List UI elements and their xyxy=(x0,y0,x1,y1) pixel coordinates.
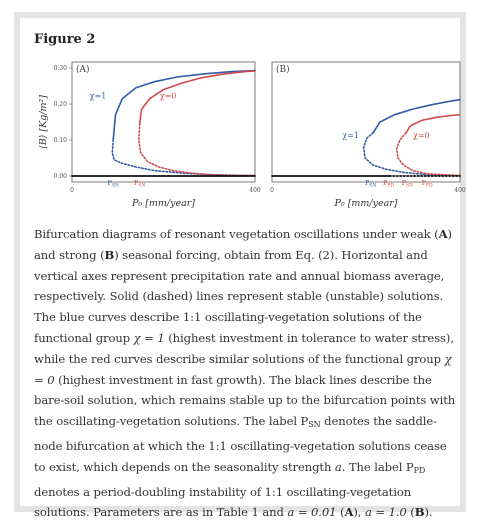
figure-card xyxy=(14,12,466,520)
y-tick-label: 0.30 xyxy=(53,65,67,72)
curve-label-red: χ=0 xyxy=(413,131,430,141)
caption-chi-1: χ = 1 xyxy=(133,330,165,345)
figure-plots xyxy=(20,18,466,218)
marker-label: $P_{SN}$ xyxy=(107,179,119,189)
x-tick-label: 400 xyxy=(249,187,261,194)
y-tick-label: 0.20 xyxy=(53,101,67,108)
caption-text-6: denotes the saddle-node bifurcation at which the 1:1 oscillating-vegetation solutions cease to exist, which depends on the seasonality strength xyxy=(34,414,447,474)
caption-text-4: (highest investment in tolerance to water stress), while the red curves describe similar solutions of the functional group xyxy=(34,330,454,366)
caption-text-2: ) and strong ( xyxy=(34,227,452,262)
y-tick-label: 0.00 xyxy=(53,173,67,180)
series-blue-stable xyxy=(113,71,255,141)
panel-a xyxy=(38,62,261,209)
caption-text-9: ( xyxy=(336,505,345,520)
plot-frame xyxy=(272,62,460,182)
panel-label: (A) xyxy=(76,65,90,75)
caption-text-5: (highest investment in fast growth). The black lines describe the bare-soil solution, which remains stable up to the bifurcation points with the oscillating-vegetation solutions. The label P xyxy=(34,372,456,429)
caption-ref-b-2: B xyxy=(414,505,425,520)
y-tick-label: 0.10 xyxy=(53,137,67,144)
caption-a-1: a xyxy=(334,459,342,474)
marker-label: $P_{PD}$ xyxy=(421,179,433,189)
caption-a-3: a = 1.0 xyxy=(364,505,407,520)
y-axis-label: ⟨B⟩ [Kg/m²] xyxy=(38,94,49,150)
caption-sub-pd: PD xyxy=(413,465,426,475)
x-tick-label: 400 xyxy=(454,187,466,194)
marker-label: $P_{SN}$ xyxy=(134,179,146,189)
x-tick-label: 0 xyxy=(70,187,74,194)
x-axis-label: P₀ [mm/year] xyxy=(334,198,398,209)
caption-a-2: a = 0.01 xyxy=(287,505,337,520)
caption-chi-0: χ = 0 xyxy=(34,351,452,387)
caption-text-11: ( xyxy=(406,505,415,520)
caption-ref-a-2: A xyxy=(344,505,354,520)
series-red-unstable xyxy=(139,124,255,176)
series-red-stable xyxy=(406,115,460,133)
series-red-stable xyxy=(140,71,255,124)
caption-text-10: ), xyxy=(353,505,365,520)
caption-sub-sn: SN xyxy=(308,420,321,430)
x-tick-label: 0 xyxy=(270,187,274,194)
marker-label: $P_{SN}$ xyxy=(364,179,377,189)
caption-text-1: Bifurcation diagrams of resonant vegetation oscillations under weak ( xyxy=(34,227,439,241)
caption-text-7: . The label P xyxy=(341,459,414,474)
figure-title: Figure 2 xyxy=(34,32,96,47)
marker-label: $P_{PD}$ xyxy=(383,179,395,189)
figure-caption xyxy=(34,224,456,523)
panel-label: (B) xyxy=(276,65,290,75)
marker-label: $P_{SN}$ xyxy=(401,179,414,189)
caption-text-12: ). xyxy=(424,505,433,520)
x-axis-label: P₀ [mm/year] xyxy=(131,198,196,209)
panel-b xyxy=(270,62,466,209)
caption-text-3: ) seasonal forcing, obtain from Eq. (2). Horizontal and vertical axes represent precipitation rate and annual biomass average, respectively. Solid (dashed) lines represent stable (unstable) solutions. The blue curves describe 1:1 oscillating-vegetation solutions of the functional group xyxy=(34,247,445,345)
curve-label-red: χ=0 xyxy=(159,91,177,101)
curve-label-blue: χ=1 xyxy=(89,91,107,101)
caption-ref-a: A xyxy=(438,227,448,241)
caption-ref-b: B xyxy=(104,247,115,262)
caption-text-8: denotes a period-doubling instability of 1:1 oscillating-vegetation solutions. Parameters are as in Table 1 and xyxy=(34,484,412,520)
curve-label-blue: χ=1 xyxy=(342,131,359,141)
series-blue-unstable xyxy=(112,140,255,176)
